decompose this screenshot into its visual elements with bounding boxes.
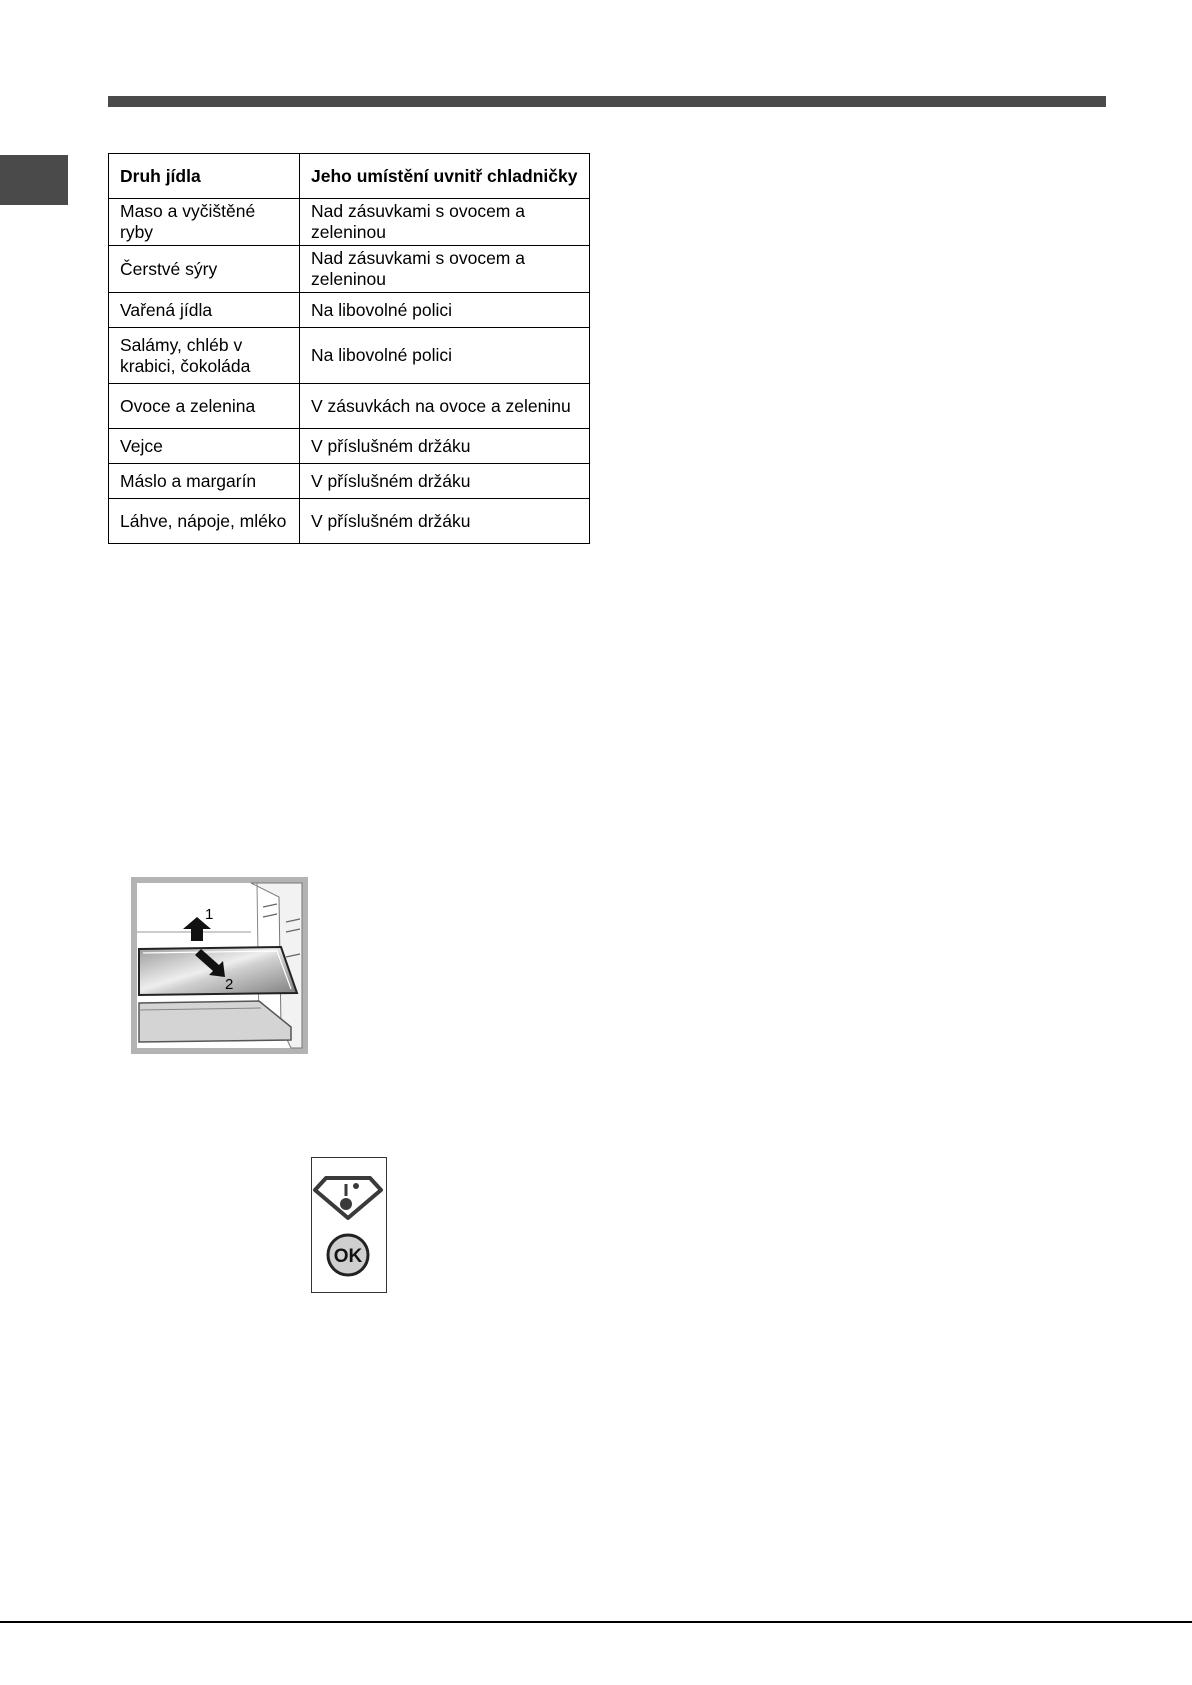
language-tab	[0, 155, 68, 205]
table-row	[109, 429, 590, 464]
table-row	[109, 499, 590, 544]
table-row	[109, 199, 590, 246]
placement-cell: Na libovolné polici	[300, 328, 590, 384]
food-cell: Salámy, chléb v krabici, čokoláda	[109, 328, 300, 384]
food-cell: Máslo a margarín	[109, 464, 300, 499]
shelf-illustration-svg	[131, 877, 308, 1054]
table-row	[109, 464, 590, 499]
table-header-row	[109, 154, 590, 199]
table-row	[109, 328, 590, 384]
step-1-label: 1	[205, 906, 214, 923]
food-storage-table	[108, 153, 590, 544]
food-cell: Maso a vyčištěné ryby	[109, 199, 300, 246]
control-panel	[311, 1157, 387, 1293]
food-cell: Vejce	[109, 429, 300, 464]
ok-button[interactable]	[328, 1235, 368, 1275]
placement-cell: Nad zásuvkami s ovocem a zeleninou	[300, 199, 590, 246]
placement-cell: V příslušném držáku	[300, 499, 590, 544]
column-header-placement: Jeho umístění uvnitř chladničky	[300, 154, 590, 199]
control-panel-svg	[312, 1158, 385, 1291]
food-cell: Ovoce a zelenina	[109, 384, 300, 429]
cold-drop-icon	[315, 1178, 381, 1218]
shelf-removal-illustration	[131, 877, 308, 1054]
food-cell: Vařená jídla	[109, 293, 300, 328]
placement-cell: V příslušném držáku	[300, 429, 590, 464]
placement-cell: V příslušném držáku	[300, 464, 590, 499]
table-row	[109, 246, 590, 293]
food-cell: Láhve, nápoje, mléko	[109, 499, 300, 544]
column-header-food: Druh jídla	[109, 154, 300, 199]
ok-button-label: OK	[333, 1246, 363, 1267]
footer-rule	[0, 1621, 1192, 1623]
step-2-label: 2	[225, 976, 234, 993]
placement-cell: Nad zásuvkami s ovocem a zeleninou	[300, 246, 590, 293]
placement-cell: Na libovolné polici	[300, 293, 590, 328]
food-cell: Čerstvé sýry	[109, 246, 300, 293]
placement-cell: V zásuvkách na ovoce a zeleninu	[300, 384, 590, 429]
header-rule	[108, 96, 1106, 107]
table-row	[109, 293, 590, 328]
table-row	[109, 384, 590, 429]
